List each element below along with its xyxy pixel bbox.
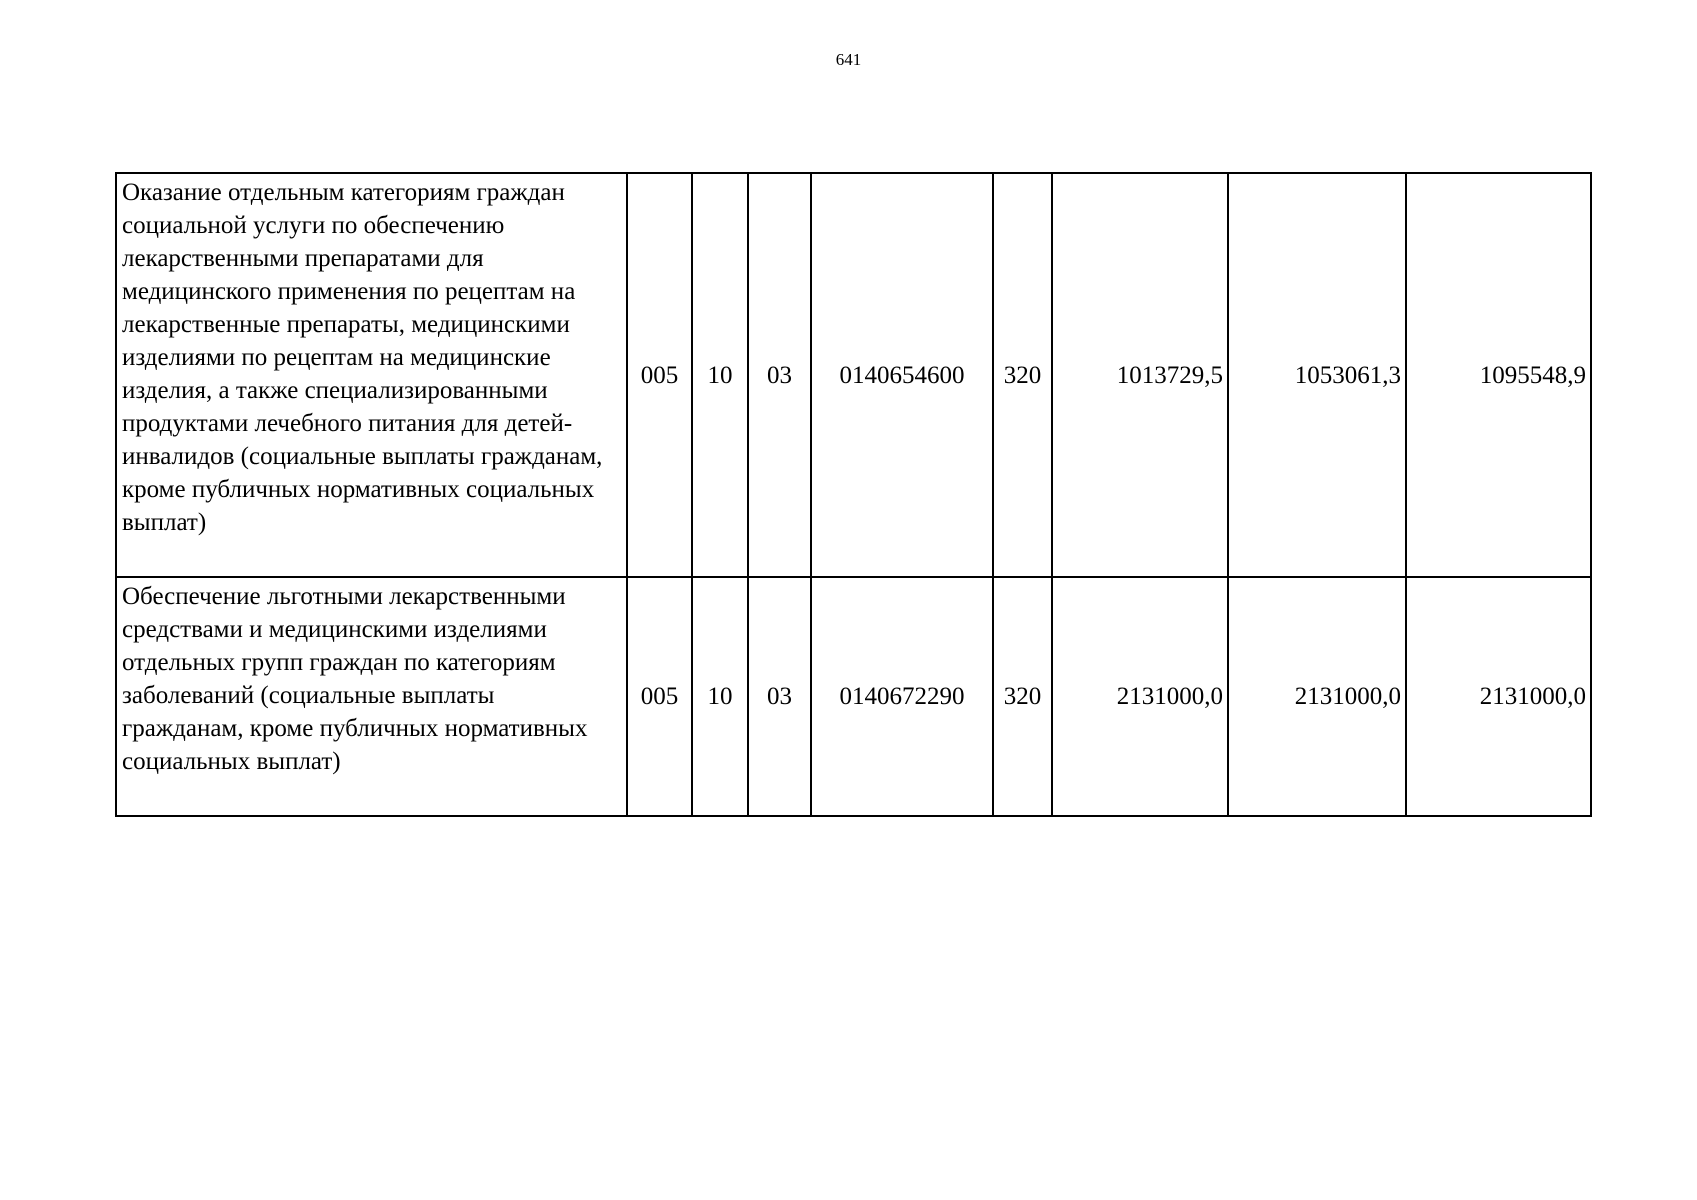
subsection-code: 03 [748, 577, 811, 816]
amount-year-3: 1095548,9 [1406, 173, 1591, 577]
ministry-code: 005 [627, 577, 692, 816]
expense-type-code: 320 [993, 173, 1052, 577]
amount-year-1: 2131000,0 [1052, 577, 1228, 816]
ministry-code: 005 [627, 173, 692, 577]
budget-table [115, 172, 1592, 817]
page-number: 641 [835, 50, 862, 69]
target-article-code: 0140654600 [811, 173, 993, 577]
amount-year-2: 1053061,3 [1228, 173, 1406, 577]
table-row [116, 173, 1591, 577]
row-description: Обеспечение льготными лекарственными средствами и медицинскими изделиями отдельных групп граждан по категориям заболеваний (социальные выплаты гражданам, кроме публичных нормативных социальных выплат) [116, 577, 627, 816]
amount-year-1: 1013729,5 [1052, 173, 1228, 577]
table-row [116, 577, 1591, 816]
subsection-code: 03 [748, 173, 811, 577]
expense-type-code: 320 [993, 577, 1052, 816]
section-code: 10 [692, 577, 748, 816]
row-description: Оказание отдельным категориям граждан социальной услуги по обеспечению лекарственными препаратами для медицинского применения по рецептам на лекарственные препараты, медицинскими изделиями по рецептам на медицинские изделия, а также специализированными продуктами лечебного питания для детей-инвалидов (социальные выплаты гражданам, кроме публичных нормативных социальных выплат) [116, 173, 627, 577]
section-code: 10 [692, 173, 748, 577]
target-article-code: 0140672290 [811, 577, 993, 816]
amount-year-2: 2131000,0 [1228, 577, 1406, 816]
amount-year-3: 2131000,0 [1406, 577, 1591, 816]
